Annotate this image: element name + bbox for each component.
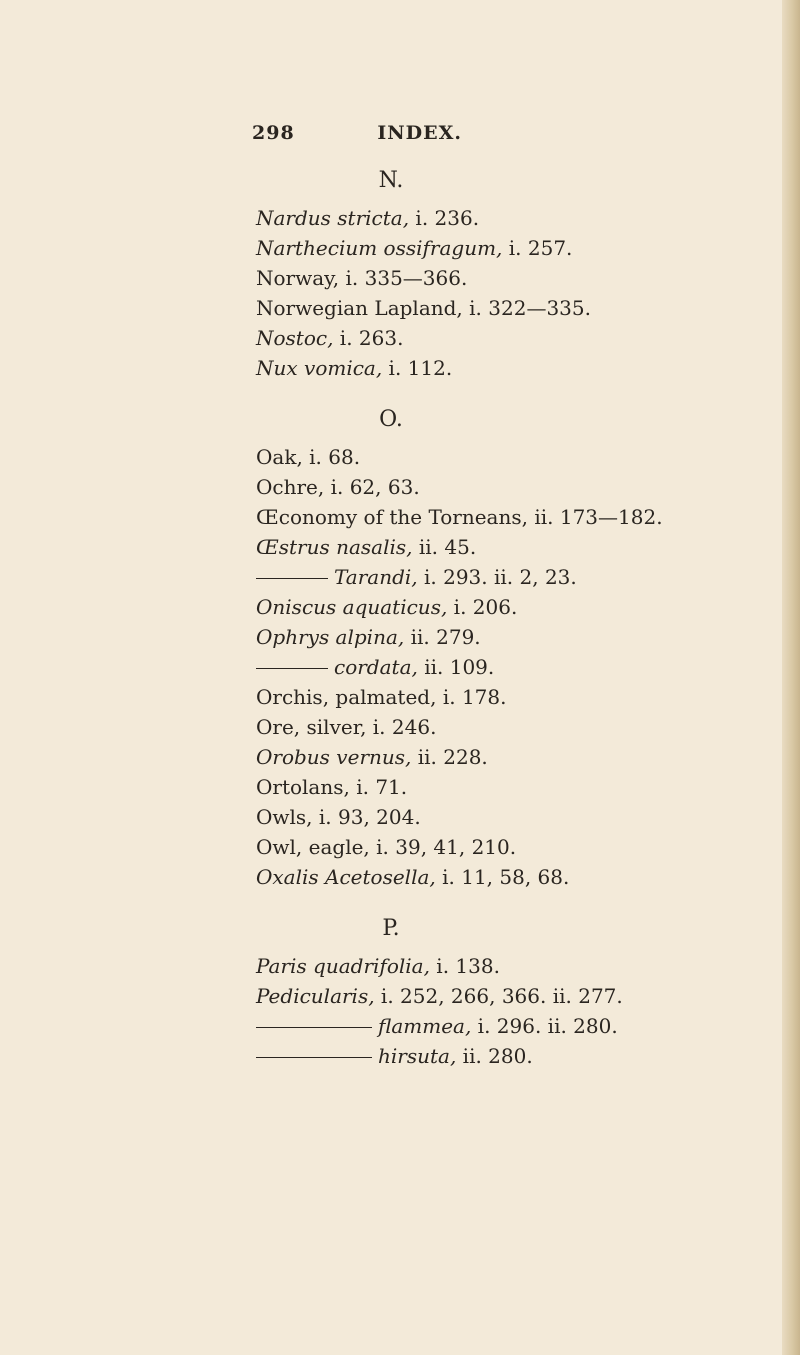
index-entry (256, 203, 776, 233)
index-entry (256, 353, 776, 383)
ditto-dash (256, 578, 328, 579)
entry-reference: i. 257. (502, 236, 573, 260)
entry-reference: ii. 280. (456, 1044, 533, 1068)
entry-name: hirsuta, (378, 1044, 457, 1068)
entry-reference: ii. 279. (404, 625, 481, 649)
ditto-dash (256, 668, 328, 669)
page-title: INDEX. (377, 122, 462, 144)
entry-name: Ore, silver, (256, 715, 367, 739)
index-entry (256, 1041, 776, 1071)
entry-name: Narthecium ossifragum, (256, 236, 503, 260)
entry-reference: i. 178. (436, 685, 507, 709)
index-entry (256, 742, 776, 772)
entry-reference: i. 71. (349, 775, 408, 799)
entry-name: Norwegian Lapland, (256, 296, 463, 320)
index-entry (256, 712, 776, 742)
index-content (256, 168, 776, 1071)
entry-reference: i. 322—335. (462, 296, 591, 320)
entry-reference: i. 206. (447, 595, 518, 619)
index-entry (256, 1011, 776, 1041)
index-entry (256, 592, 776, 622)
entry-name: cordata, (334, 655, 418, 679)
section-letter: O. (379, 407, 403, 432)
entry-name: Paris quadrifolia, (256, 954, 430, 978)
entry-reference: ii. 173—182. (527, 505, 663, 529)
index-entry (256, 293, 776, 323)
index-entry (256, 442, 776, 472)
index-entry (256, 562, 776, 592)
entry-reference: i. 112. (382, 356, 453, 380)
entry-reference: i. 293. ii. 2, 23. (417, 565, 577, 589)
index-entry (256, 981, 776, 1011)
index-entry (256, 772, 776, 802)
entry-reference: i. 93, 204. (312, 805, 421, 829)
index-entry (256, 802, 776, 832)
entry-name: Tarandi, (334, 565, 418, 589)
entry-name: Œstrus nasalis, (256, 535, 413, 559)
entry-reference: i. 138. (429, 954, 500, 978)
page-number: 298 (252, 122, 295, 144)
running-head (252, 122, 462, 144)
entry-name: Nardus stricta, (256, 206, 410, 230)
entry-reference: ii. 109. (417, 655, 495, 679)
index-entry (256, 622, 776, 652)
entry-reference: i. 335—366. (339, 266, 468, 290)
entry-name: Ochre, (256, 475, 325, 499)
entry-name: Pedicularis, (256, 984, 375, 1008)
entry-name: Owls, (256, 805, 313, 829)
index-entry (256, 233, 776, 263)
entry-name: Norway, (256, 266, 340, 290)
ditto-dash (256, 1057, 372, 1058)
section-letter: P. (382, 916, 400, 941)
entry-reference: i. 236. (409, 206, 480, 230)
entry-name: Nostoc, (256, 326, 334, 350)
index-entry (256, 323, 776, 353)
entry-name: Oak, (256, 445, 303, 469)
index-entry (256, 951, 776, 981)
entry-name: Œconomy of the Torneans, (256, 505, 528, 529)
entry-name: Oxalis Acetosella, (256, 865, 436, 889)
section-gap (256, 892, 776, 916)
entry-name: Ortolans, (256, 775, 350, 799)
entry-name: Owl, eagle, (256, 835, 370, 859)
entry-reference: i. 252, 266, 366. ii. 277. (374, 984, 623, 1008)
index-entry (256, 263, 776, 293)
index-entry (256, 472, 776, 502)
index-entry (256, 652, 776, 682)
index-entry (256, 502, 776, 532)
entry-reference: i. 62, 63. (324, 475, 420, 499)
entry-reference: i. 11, 58, 68. (435, 865, 570, 889)
entry-name: Orchis, palmated, (256, 685, 437, 709)
index-entry (256, 862, 776, 892)
index-entry (256, 682, 776, 712)
entry-reference: i. 296. ii. 280. (471, 1014, 618, 1038)
index-entry (256, 832, 776, 862)
page-edge (782, 0, 800, 1355)
entry-reference: i. 39, 41, 210. (369, 835, 517, 859)
entry-reference: i. 246. (366, 715, 437, 739)
entry-name: Orobus vernus, (256, 745, 412, 769)
entry-name: Nux vomica, (256, 356, 383, 380)
entry-reference: ii. 45. (412, 535, 477, 559)
entry-name: Oniscus aquaticus, (256, 595, 448, 619)
ditto-dash (256, 1027, 372, 1028)
index-entry (256, 532, 776, 562)
entry-name: Ophrys alpina, (256, 625, 405, 649)
entry-reference: i. 68. (302, 445, 361, 469)
entry-name: flammea, (378, 1014, 472, 1038)
entry-reference: i. 263. (333, 326, 404, 350)
section-gap (256, 383, 776, 407)
entry-reference: ii. 228. (411, 745, 488, 769)
section-letter: N. (378, 168, 404, 193)
